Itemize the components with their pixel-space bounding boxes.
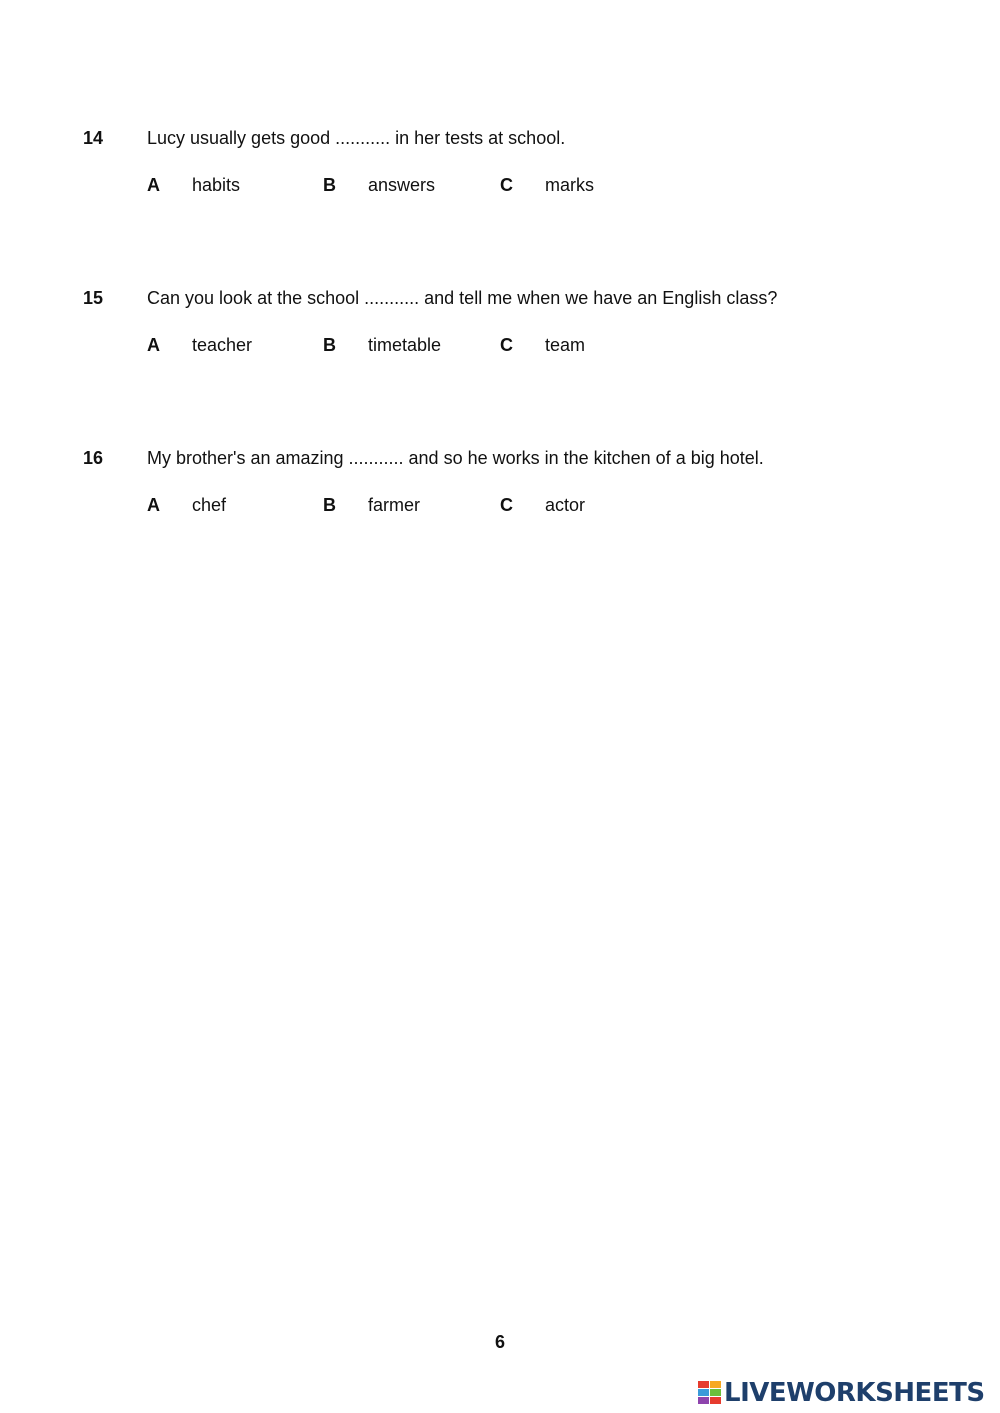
option-a-letter[interactable]: A: [147, 495, 160, 515]
logo-text: LIVEWORKSHEETS: [724, 1378, 985, 1408]
option-b-letter[interactable]: B: [323, 335, 336, 355]
option-a-text[interactable]: chef: [192, 495, 227, 515]
question-text: My brother's an amazing ........... and so he works in the kitchen of a big hotel.: [147, 448, 764, 468]
answer-options: [0, 334, 1000, 358]
option-a-text[interactable]: habits: [192, 175, 241, 195]
page-number: 6: [494, 1332, 505, 1352]
logo-mark-cell: [698, 1381, 709, 1388]
logo-mark-cell: [710, 1381, 721, 1388]
option-c-text[interactable]: marks: [545, 175, 594, 195]
logo-mark-cell: [698, 1389, 709, 1396]
option-b-letter[interactable]: B: [323, 495, 336, 515]
option-c-letter[interactable]: C: [500, 495, 513, 515]
logo-mark-cell: [710, 1389, 721, 1396]
option-c-text[interactable]: actor: [545, 495, 586, 515]
option-c-letter[interactable]: C: [500, 175, 513, 195]
question-text: Can you look at the school ........... and tell me when we have an English class?: [147, 288, 778, 308]
answer-options: [0, 494, 1000, 518]
answer-options: [0, 174, 1000, 198]
question-number: 14: [83, 128, 104, 148]
option-c-letter[interactable]: C: [500, 335, 513, 355]
question-text: Lucy usually gets good ........... in her tests at school.: [147, 128, 566, 148]
option-c-text[interactable]: team: [545, 335, 586, 355]
question-number: 15: [83, 288, 104, 308]
option-b-text[interactable]: farmer: [368, 495, 421, 515]
logo-mark-cell: [710, 1397, 721, 1404]
liveworksheets-logo[interactable]: [698, 1378, 985, 1408]
option-a-letter[interactable]: A: [147, 335, 160, 355]
liveworksheets-logo-icon: [698, 1381, 722, 1405]
question-number: 16: [83, 448, 104, 468]
option-a-letter[interactable]: A: [147, 175, 160, 195]
option-b-text[interactable]: timetable: [368, 335, 442, 355]
option-b-text[interactable]: answers: [368, 175, 436, 195]
logo-mark-cell: [698, 1397, 709, 1404]
option-a-text[interactable]: teacher: [192, 335, 253, 355]
option-b-letter[interactable]: B: [323, 175, 336, 195]
